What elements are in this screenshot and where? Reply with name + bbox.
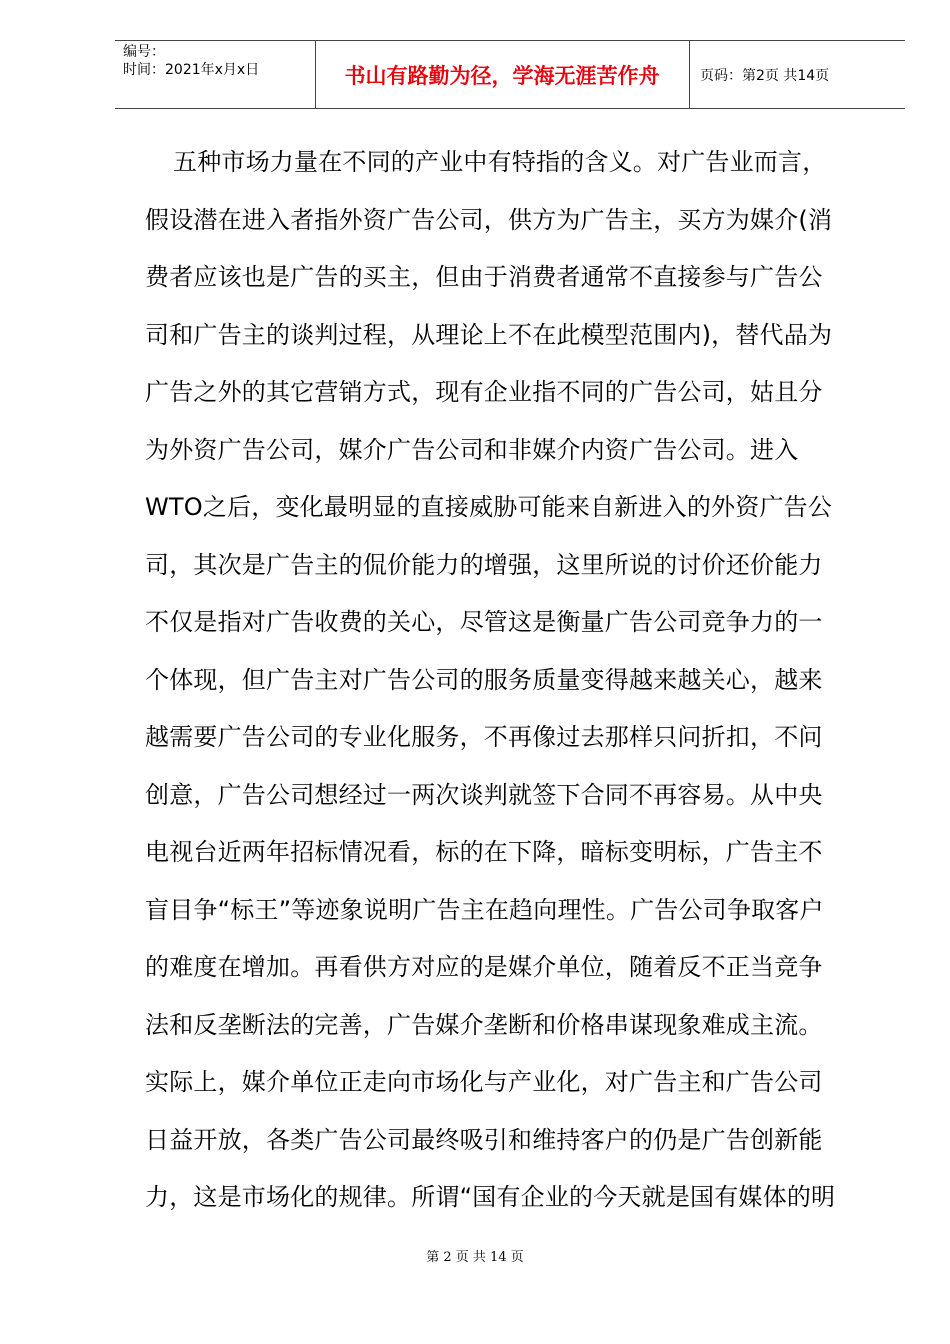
text-line: 力，这是市场化的规律。所谓“国有企业的今天就是国有媒体的明 <box>145 1183 836 1211</box>
text-line: 的难度在增加。再看供方对应的是媒介单位，随着反不正当竞争 <box>145 953 823 981</box>
document-body <box>145 134 875 1227</box>
text-line: 盲目争“标王”等迹象说明广告主在趋向理性。广告公司争取客户 <box>145 895 824 924</box>
text-line: 越需要广告公司的专业化服务，不再像过去那样只问折扣，不问 <box>145 723 823 751</box>
text-line: 司，其次是广告主的侃价能力的增强，这里所说的讨价还价能力 <box>145 550 823 579</box>
header-page-cell <box>690 41 905 108</box>
text-line: 日益开放，各类广告公司最终吸引和维持客户的仍是广告创新能 <box>145 1125 823 1154</box>
text-line: WTO之后，变化最明显的直接威胁可能来自新进入的外资广告公 <box>145 493 833 521</box>
text-line: 广告之外的其它营销方式，现有企业指不同的广告公司，姑且分 <box>145 378 823 406</box>
motto-text: 书山有路勤为径，学海无涯苦作舟 <box>344 62 660 88</box>
header-meta-cell <box>115 41 316 108</box>
text-line: 为外资广告公司，媒介广告公司和非媒介内资广告公司。进入 <box>145 435 799 464</box>
page-footer: 第 2 页 共 14 页 <box>426 1250 524 1265</box>
text-line: 电视台近两年招标情况看，标的在下降，暗标变明标，广告主不 <box>145 838 823 866</box>
text-line: 个体现，但广告主对广告公司的服务质量变得越来越关心，越来 <box>145 665 823 694</box>
number-label: 编号： <box>123 44 165 60</box>
text-line: 司和广告主的谈判过程，从理论上不在此模型范围内)，替代品为 <box>145 320 833 349</box>
header-page-info: 页码：第2页 共14页 <box>700 67 830 84</box>
text-line: 不仅是指对广告收费的关心，尽管这是衡量广告公司竞争力的一 <box>145 608 823 636</box>
text-line: 费者应该也是广告的买主，但由于消费者通常不直接参与广告公 <box>145 263 823 291</box>
page-header <box>115 40 905 109</box>
text-line: 假设潜在进入者指外资广告公司，供方为广告主，买方为媒介(消 <box>145 205 833 234</box>
text-line: 五种市场力量在不同的产业中有特指的含义。对广告业而言， <box>173 148 827 176</box>
text-line: 实际上，媒介单位正走向市场化与产业化，对广告主和广告公司 <box>145 1068 823 1096</box>
time-label: 时间：2021年x月x日 <box>123 62 260 78</box>
text-line: 法和反垄断法的完善，广告媒介垄断和价格串谋现象难成主流。 <box>145 1010 823 1039</box>
text-line: 创意，广告公司想经过一两次谈判就签下合同不再容易。从中央 <box>145 780 823 809</box>
header-motto-cell <box>315 41 690 108</box>
